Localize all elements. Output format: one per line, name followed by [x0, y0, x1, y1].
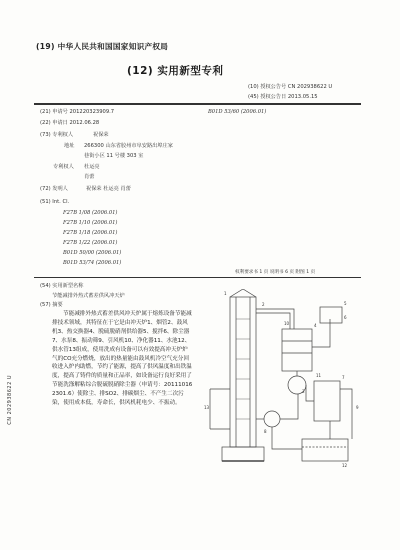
utility-model-title: 节能减排外热式蓄差供风冲天炉: [52, 293, 125, 299]
ipc-code-2: F27B 1/10 (2006.01): [63, 220, 118, 226]
svg-text:5: 5: [344, 301, 347, 306]
additional-patentee-name: 杜运亮: [84, 164, 100, 170]
main-ipc-code: B01D 53/60 (2006.01): [208, 109, 267, 115]
ipc-code-3: F27B 1/18 (2006.01): [63, 230, 118, 236]
ipc-code-5: B01D 50/00 (2006.01): [63, 250, 122, 256]
additional-patentee-label: 专利权人: [53, 164, 74, 170]
side-publication-stamp: CN 202938622 U: [7, 375, 13, 425]
svg-text:11: 11: [316, 373, 322, 378]
inventors-label: (72) 发明人: [40, 186, 68, 192]
utility-model-title-label: (54) 实用新型名称: [40, 283, 84, 289]
application-number: (21) 申请号 201220323909.7: [40, 109, 115, 115]
svg-text:1: 1: [224, 291, 227, 296]
svg-text:10: 10: [284, 321, 290, 326]
abstract-label: (57) 摘要: [40, 302, 63, 308]
ipc-code-1: F27B 1/08 (2006.01): [63, 210, 118, 216]
header-rule: [34, 103, 361, 105]
technical-drawing: [202, 289, 364, 483]
address-line-1: 266300 山东省胶州市阜安路出埠庄家: [84, 143, 173, 149]
page-count-note: 权利要求书 1 页 说明书 6 页 附图 1 页: [235, 270, 316, 275]
patentee-name: 祝保荣: [93, 132, 109, 138]
address-line-2: 巷街小区 11 号楼 303 室: [84, 153, 144, 159]
svg-text:2: 2: [262, 302, 265, 307]
svg-text:8: 8: [264, 429, 267, 434]
abstract-text: 节能减排外热式蓄差供风冲天炉属于熔炼设备节能减排技术领域，其特征在于它是由冲天炉1、烟管2、鼓风机3、热交换器4、脱硫脱硝剂供给器5、搅拌6、除尘器7、水泵8、振动筛9、引风机10、净化器11、水池12、供水管13组成，使用洗成有设备可以有效提高冲天炉炉气的CO充分燃烧，放出的热量能由鼓风机冷空气充分回收进入炉内助燃，节约了能源，提高了供风温度和出铁温度，提高了铸件的质量和正品率，如设备运行良好采用了节能洗涤解粘综合脱硫脱硝除尘器（申请号：201110162301.6）使除尘、排SO2、排碳烟尘、不产生二次污染，使用成本低，寿命长，供风机耗电少、不振动。: [52, 311, 193, 407]
svg-text:3: 3: [302, 389, 305, 394]
grant-publication-date: (45) 授权公告日 2013.05.15: [248, 94, 318, 100]
svg-text:6: 6: [344, 315, 347, 320]
svg-text:4: 4: [314, 323, 317, 328]
grant-publication-number: (10) 授权公告号 CN 202938622 U: [248, 84, 333, 90]
office-header: (19) 中华人民共和国国家知识产权局: [36, 42, 169, 51]
ipc-code-6: B01D 53/74 (2006.01): [63, 260, 122, 266]
svg-text:12: 12: [342, 463, 348, 468]
ipc-label: (51) Int. Cl.: [40, 199, 70, 205]
document-type-title: (12) 实用新型专利: [127, 65, 224, 77]
additional-patentee-name-2: 肖蕾: [84, 174, 95, 180]
inventors-list: 祝保荣 杜运亮 肖蕾: [86, 186, 131, 192]
svg-text:7: 7: [342, 375, 345, 380]
patentee-label: (73) 专利权人: [40, 132, 74, 138]
address-label: 地址: [64, 143, 75, 149]
ipc-code-4: F27B 1/22 (2006.01): [63, 240, 118, 246]
section-rule: [34, 277, 361, 278]
application-date: (22) 申请日 2012.06.28: [40, 120, 100, 126]
svg-text:9: 9: [356, 405, 359, 410]
svg-text:13: 13: [204, 405, 210, 410]
